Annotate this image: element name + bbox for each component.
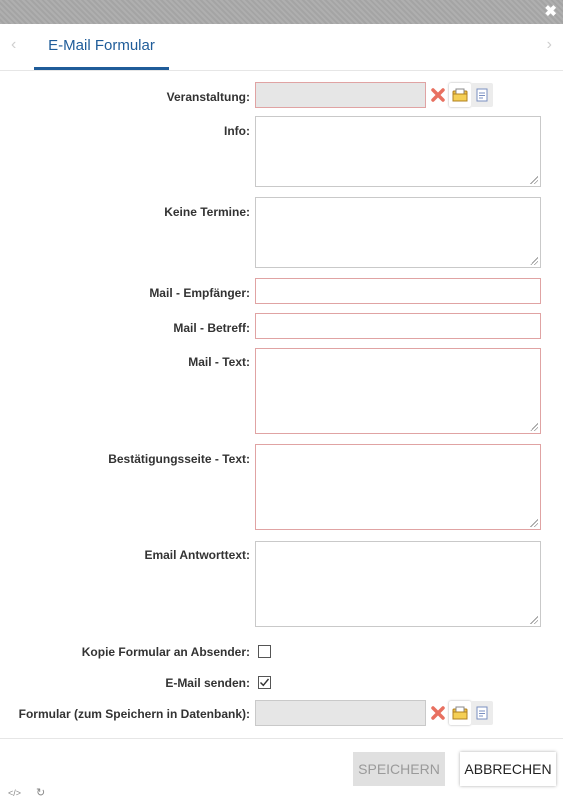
folder-browse-icon[interactable] bbox=[449, 701, 471, 725]
bestaetigung-label: Bestätigungsseite - Text: bbox=[108, 452, 250, 466]
code-view-icon[interactable]: </> bbox=[8, 788, 22, 798]
keine-termine-label: Keine Termine: bbox=[164, 205, 250, 219]
mail-betreff-label: Mail - Betreff: bbox=[173, 321, 250, 335]
folder-browse-icon[interactable] bbox=[449, 83, 471, 107]
antworttext-label: Email Antworttext: bbox=[144, 548, 250, 562]
mail-empfaenger-input[interactable] bbox=[255, 278, 541, 304]
veranstaltung-label: Veranstaltung: bbox=[166, 90, 250, 104]
mail-empfaenger-label: Mail - Empfänger: bbox=[149, 286, 250, 300]
keine-termine-textarea[interactable] bbox=[255, 197, 541, 268]
clear-red-x-icon[interactable] bbox=[427, 701, 449, 725]
mail-text-textarea[interactable] bbox=[255, 348, 541, 434]
formular-db-label: Formular (zum Speichern in Datenbank): bbox=[18, 707, 250, 721]
cancel-button[interactable]: ABBRECHEN bbox=[460, 752, 556, 786]
footer-divider bbox=[0, 738, 563, 739]
info-textarea[interactable] bbox=[255, 116, 541, 187]
email-senden-label: E-Mail senden: bbox=[165, 676, 250, 690]
formular-db-input[interactable] bbox=[255, 700, 426, 726]
tab-prev-chevron-icon[interactable]: ‹ bbox=[11, 36, 17, 53]
tab-next-chevron-icon[interactable]: › bbox=[546, 36, 552, 53]
document-details-icon[interactable] bbox=[471, 83, 493, 107]
bestaetigung-textarea[interactable] bbox=[255, 444, 541, 530]
save-button[interactable]: SPEICHERN bbox=[353, 752, 445, 786]
tab-email-formular[interactable]: E-Mail Formular bbox=[34, 24, 169, 70]
tab-bar bbox=[0, 24, 563, 71]
email-senden-checkbox[interactable] bbox=[258, 676, 271, 689]
clear-red-x-icon[interactable] bbox=[427, 83, 449, 107]
mail-text-label: Mail - Text: bbox=[188, 355, 250, 369]
kopie-label: Kopie Formular an Absender: bbox=[81, 645, 250, 659]
dialog-titlebar bbox=[0, 0, 563, 24]
kopie-checkbox[interactable] bbox=[258, 645, 271, 658]
mail-betreff-input[interactable] bbox=[255, 313, 541, 339]
document-details-icon[interactable] bbox=[471, 701, 493, 725]
checkmark-icon bbox=[259, 677, 270, 688]
refresh-icon[interactable]: ↻ bbox=[36, 787, 46, 799]
antworttext-textarea[interactable] bbox=[255, 541, 541, 627]
close-icon[interactable]: ✖ bbox=[544, 3, 557, 20]
veranstaltung-input[interactable] bbox=[255, 82, 426, 108]
info-label: Info: bbox=[224, 124, 250, 138]
